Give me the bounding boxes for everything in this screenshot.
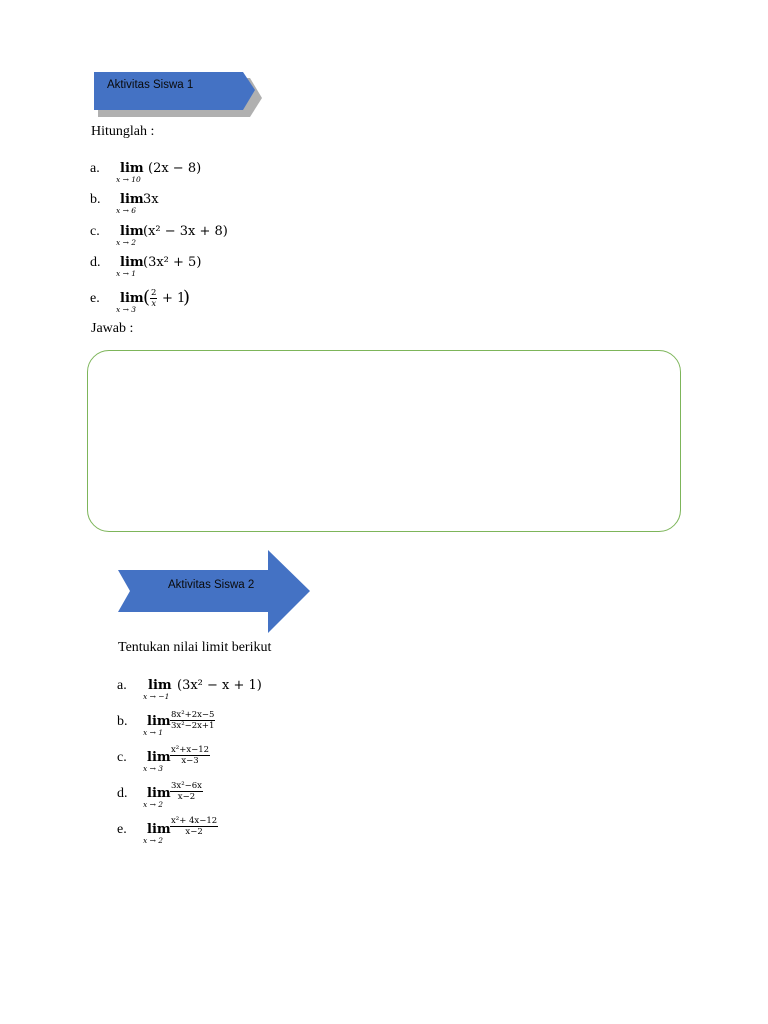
limit-approach: x → 3: [143, 764, 164, 773]
fraction-numerator: 8x²+2x−5: [171, 710, 215, 720]
activity2-banner: [116, 548, 312, 636]
limit-approach: x → 6: [116, 206, 137, 215]
lim-word: lim: [120, 255, 144, 270]
limit-approach: x → −1: [143, 692, 170, 701]
activity2-item-d: [117, 781, 417, 817]
activity2-instruction: Tentukan nilai limit berikut: [118, 640, 272, 655]
limit-approach: x → 2: [116, 238, 137, 247]
expression-tail: + 1: [162, 291, 186, 306]
activity2-item-e: [117, 816, 417, 852]
activity2-banner-title: Aktivitas Siswa 2: [168, 579, 255, 591]
paren-close: ): [183, 287, 191, 308]
fraction-denominator: x−2: [177, 792, 196, 802]
fraction-numerator: x²+x−12: [171, 745, 210, 755]
activity2-item-c: [117, 745, 417, 781]
item-label: b.: [90, 192, 101, 207]
limit-expression: (3x² − x + 1): [177, 678, 262, 693]
activity1-item-e: [90, 287, 390, 323]
lim-word: lim: [147, 822, 171, 837]
lim-word: lim: [147, 714, 171, 729]
limit-expression: (x² − 3x + 8): [143, 224, 228, 239]
limit-approach: x → 10: [116, 175, 141, 184]
item-label: a.: [117, 678, 127, 693]
activity2-item-a: [117, 677, 417, 713]
lim-word: lim: [120, 224, 144, 239]
fraction-denominator: 3x²−2x+1: [171, 721, 215, 731]
item-label: d.: [90, 255, 101, 270]
item-label: e.: [117, 822, 127, 837]
item-label: c.: [90, 224, 100, 239]
fraction-denominator: x: [151, 299, 157, 309]
fraction: [150, 288, 157, 309]
answer-label: Jawab :: [91, 321, 134, 336]
lim-word: lim: [147, 750, 171, 765]
item-label: e.: [90, 291, 100, 306]
lim-word: lim: [120, 192, 144, 207]
lim-word: lim: [120, 291, 144, 306]
activity1-banner: [90, 68, 265, 118]
fraction: [170, 781, 203, 802]
lim-word: lim: [148, 678, 172, 693]
limit-approach: x → 1: [143, 728, 164, 737]
lim-word: lim: [120, 161, 144, 176]
fraction-numerator: 3x²−6x: [171, 781, 202, 791]
limit-approach: x → 2: [143, 800, 164, 809]
fraction: [170, 710, 215, 731]
banner-arrow-shape: [118, 550, 310, 633]
activity1-item-b: [90, 191, 390, 227]
fraction-denominator: x−3: [181, 756, 199, 766]
activity1-item-d: [90, 254, 390, 290]
item-label: a.: [90, 161, 100, 176]
limit-expression: 3x: [143, 192, 159, 207]
answer-box[interactable]: [87, 350, 681, 532]
limit-approach: x → 1: [116, 269, 137, 278]
limit-approach: x → 2: [143, 836, 164, 845]
limit-expression: (3x² + 5): [143, 255, 202, 270]
limit-expression: (2x − 8): [148, 161, 202, 176]
paren-open: (: [143, 287, 151, 308]
fraction-numerator: 2: [151, 288, 157, 298]
activity1-banner-title: Aktivitas Siswa 1: [107, 79, 194, 91]
activity1-instruction: Hitunglah :: [91, 124, 155, 139]
fraction: [170, 745, 210, 766]
banner-arrow-shape: [94, 72, 255, 110]
limit-approach: x → 3: [116, 305, 137, 314]
item-label: b.: [117, 714, 128, 729]
fraction-numerator: x²+ 4x−12: [171, 816, 218, 826]
item-label: d.: [117, 786, 128, 801]
activity2-item-b: [117, 710, 417, 746]
lim-word: lim: [147, 786, 171, 801]
item-label: c.: [117, 750, 127, 765]
fraction-denominator: x−2: [185, 827, 203, 837]
fraction: [170, 816, 218, 837]
